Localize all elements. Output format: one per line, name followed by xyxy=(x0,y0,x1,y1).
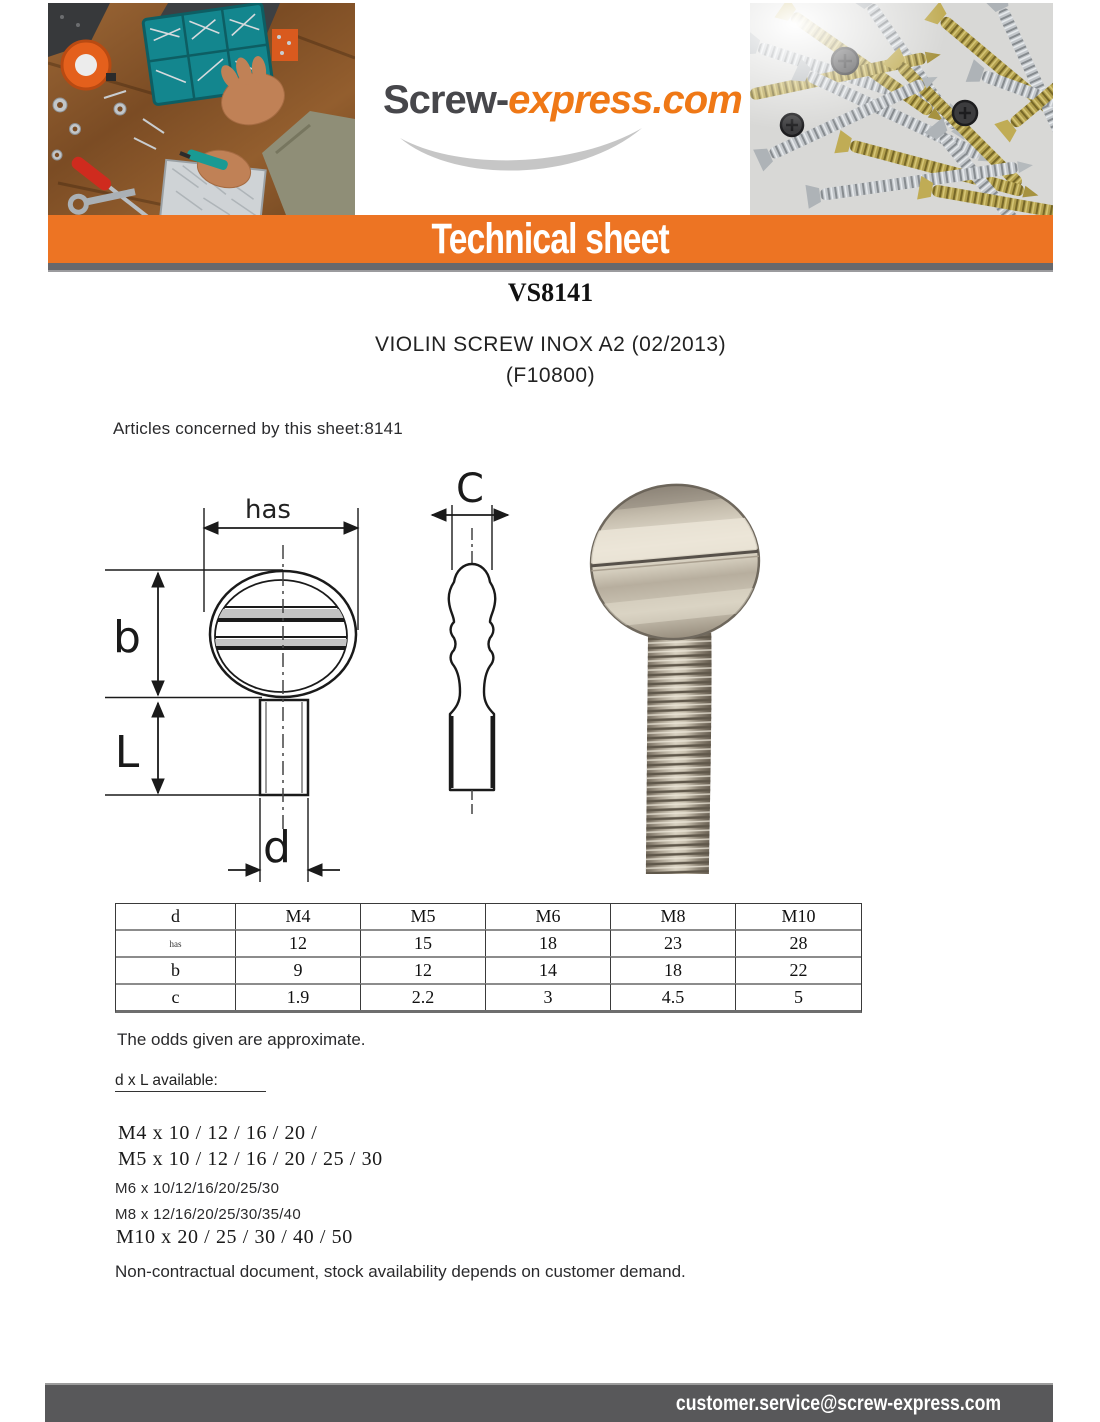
cell-c-m8: 4.5 xyxy=(611,983,736,1010)
banner-underline xyxy=(48,263,1053,272)
technical-sheet-banner xyxy=(48,215,1053,263)
disclaimer-note: Non-contractual document, stock availability depends on customer demand. xyxy=(115,1262,686,1281)
cell-b-m5: 12 xyxy=(361,956,486,983)
cell-b-m6: 14 xyxy=(486,956,611,983)
cell-has-m6: 18 xyxy=(486,929,611,956)
size-line-m6: M6 x 10/12/16/20/25/30 xyxy=(115,1180,280,1197)
col-header-m6: M6 xyxy=(486,904,611,929)
head-slot-photo xyxy=(578,469,768,628)
row-label-c: c xyxy=(116,983,236,1010)
col-header-d: d xyxy=(116,904,236,929)
cell-b-m10: 22 xyxy=(736,956,861,983)
col-header-m8: M8 xyxy=(611,904,736,929)
cell-has-m8: 23 xyxy=(611,929,736,956)
cell-c-m6: 3 xyxy=(486,983,611,1010)
cell-b-m8: 18 xyxy=(611,956,736,983)
size-line-m8: M8 x 12/16/20/25/30/35/40 xyxy=(115,1206,301,1223)
dimensions-table xyxy=(115,903,862,1013)
footer-bar xyxy=(45,1383,1053,1422)
row-label-has: has xyxy=(116,929,236,956)
size-line-m5: M5 x 10 / 12 / 16 / 20 / 25 / 30 xyxy=(118,1148,383,1170)
cell-b-m4: 9 xyxy=(236,956,361,983)
product-photo xyxy=(578,468,778,898)
contact-email: customer.service@screw-express.com xyxy=(675,1392,1001,1415)
dim-label-b: b xyxy=(113,612,141,663)
articles-note: Articles concerned by this sheet:8141 xyxy=(113,419,403,438)
size-line-m4: M4 x 10 / 12 / 16 / 20 / xyxy=(118,1122,318,1144)
small-parts-box xyxy=(272,29,298,61)
dim-label-L: L xyxy=(114,727,140,778)
front-view-drawing xyxy=(95,462,395,892)
logo-swoosh xyxy=(390,122,652,180)
product-code: (F10800) xyxy=(505,364,596,387)
banner-title: Technical sheet xyxy=(431,215,670,263)
workbench-photo xyxy=(48,3,355,215)
approximate-note: The odds given are approximate. xyxy=(117,1030,366,1049)
cell-c-m5: 2.2 xyxy=(361,983,486,1010)
logo-text-screw: Screw- xyxy=(383,78,509,122)
cell-has-m5: 15 xyxy=(361,929,486,956)
row-label-b: b xyxy=(116,956,236,983)
side-view-drawing xyxy=(418,470,528,820)
cell-has-m10: 28 xyxy=(736,929,861,956)
cell-has-m4: 12 xyxy=(236,929,361,956)
cell-c-m4: 1.9 xyxy=(236,983,361,1010)
dim-label-c: C xyxy=(456,470,484,512)
col-header-m10: M10 xyxy=(781,906,816,926)
logo-text-express: express.com xyxy=(508,78,742,122)
col-header-m4: M4 xyxy=(236,904,361,929)
availability-label: d x L available: xyxy=(115,1072,266,1090)
product-title: VIOLIN SCREW INOX A2 (02/2013) xyxy=(374,333,727,356)
size-line-m10: M10 x 20 / 25 / 30 / 40 / 50 xyxy=(116,1226,353,1248)
col-header-m5: M5 xyxy=(361,904,486,929)
screws-pile-photo xyxy=(750,3,1053,215)
document-code: VS8141 xyxy=(507,278,594,307)
dim-label-has: has xyxy=(245,495,291,525)
cell-c-m10: 5 xyxy=(736,983,861,1010)
dim-label-d: d xyxy=(263,822,291,873)
